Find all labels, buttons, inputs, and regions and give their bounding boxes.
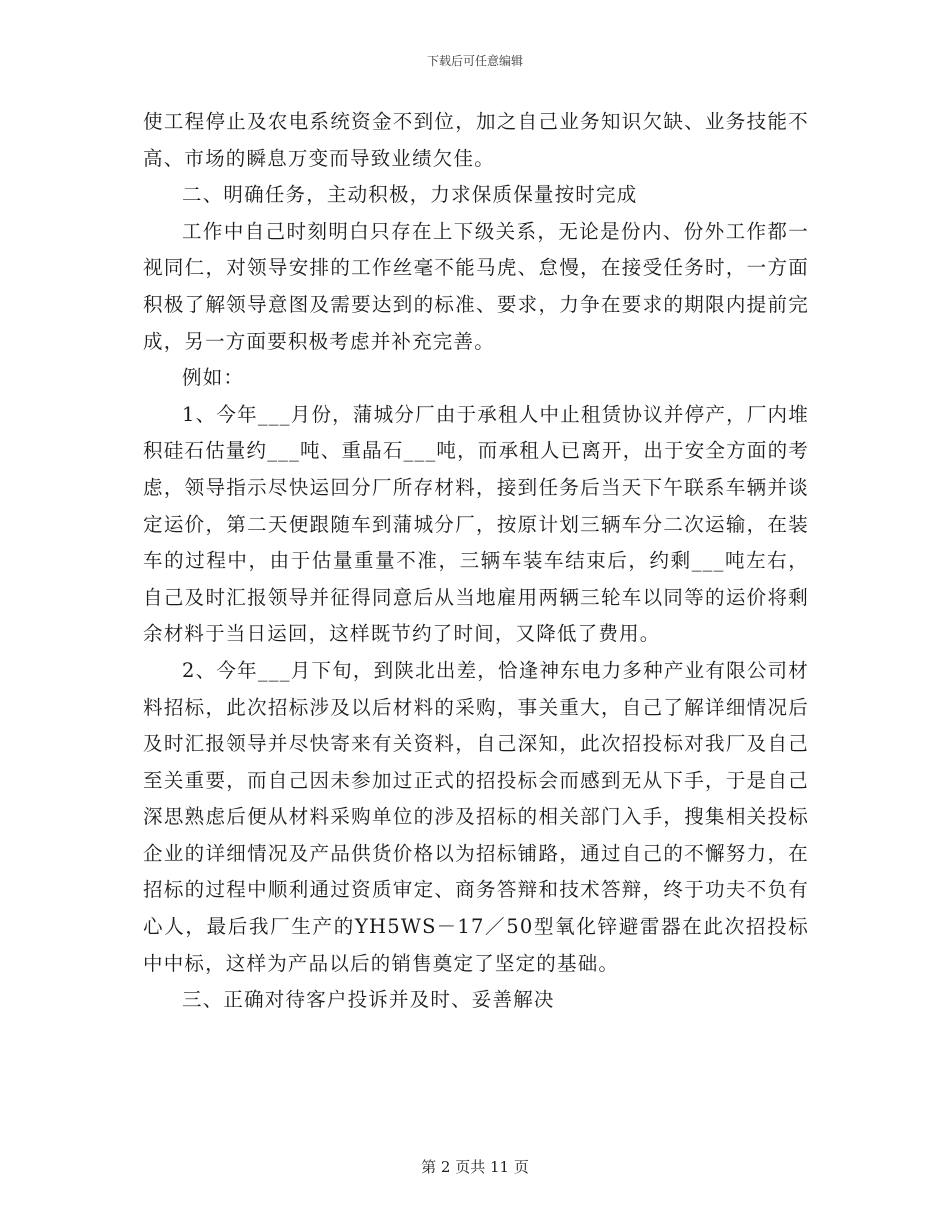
paragraph-example-1: 1、今年___月份，蒲城分厂由于承租人中止租赁协议并停产，厂内堆积硅石估量约___吨、重晶石___吨，而承租人已离开，出于安全方面的考虑，领导指示尽快运回分厂所存材料，接到任务后当天下午联系车辆并谈定运价，第二天便跟随车到蒲城分厂，按原计划三辆车分二次运输，在装车的过程中，由于估量重量不准，三辆车装车结束后，约剩___吨左右，自己及时汇报领导并征得同意后从当地雇用两辆三轮车以同等的运价将剩余材料于当日运回，这样既节约了时间，又降低了费用。 bbox=[143, 402, 810, 646]
page-header: 下载后可任意编辑 bbox=[426, 54, 523, 68]
paragraph-example-2: 2、今年___月下旬，到陕北出差，恰逢神东电力多种产业有限公司材料招标，此次招标涉及以后材料的采购，事关重大，自己了解详细情况后及时汇报领导并尽快寄来有关资料，自己深知，此次招投标对我厂及自己至关重要，而自己因未参加过正式的招投标会而感到无从下手，于是自己深思熟虑后便从材料采购单位的涉及招标的相关部门入手，搜集相关投标企业的详细情况及产品供货价格以为招标铺路，通过自己的不懈努力，在招标的过程中顺利通过资质审定、商务答辩和技术答辩，终于功夫不负有心人，最后我厂生产的YH5WS－17／50型氧化锌避雷器在此次招投标中中标，这样为产品以后的销售奠定了坚定的基础。 bbox=[143, 658, 809, 975]
paragraph-example-label: 例如： bbox=[182, 366, 245, 390]
section-heading-3: 三、正确对待客户投诉并及时、妥善解决 bbox=[182, 988, 555, 1012]
page-footer: 第 2 页共 11 页 bbox=[421, 1158, 529, 1176]
section-heading-2: 二、明确任务，主动积极，力求保质保量按时完成 bbox=[182, 183, 638, 207]
document-body bbox=[143, 104, 809, 1019]
paragraph-1: 使工程停止及农电系统资金不到位，加之自己业务知识欠缺、业务技能不高、市场的瞬息万变而导致业绩欠佳。 bbox=[143, 110, 809, 170]
paragraph-3: 工作中自己时刻明白只存在上下级关系，无论是份内、份外工作都一视同仁，对领导安排的工作丝毫不能马虎、怠慢，在接受任务时，一方面积极了解领导意图及需要达到的标准、要求，力争在要求的期限内提前完成，另一方面要积极考虑并补充完善。 bbox=[143, 219, 809, 353]
